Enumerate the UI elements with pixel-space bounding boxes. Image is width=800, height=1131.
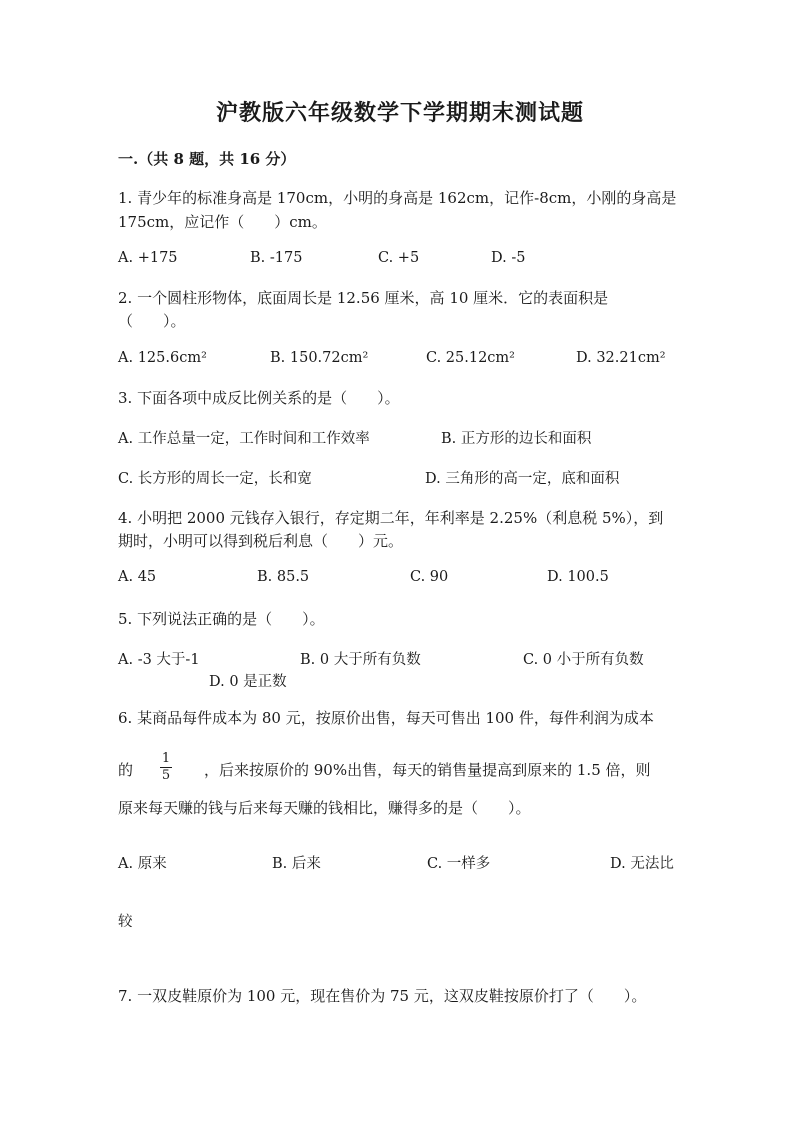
question-6-line-2-end: ，后来按原价的 90%出售，每天的销售量提高到原来的 1.5 倍，则 [204, 761, 651, 779]
question-6-line-1: 6. 某商品每件成本为 80 元，按原价出售，每天可售出 100 件，每件利润为成本 [118, 709, 654, 727]
question-4-line-2: 期时，小明可以得到税后利息（ ）元。 [118, 532, 404, 550]
question-2-option-b: B. 150.72cm² [270, 350, 369, 366]
question-1-line-2: 175cm，应记作（ ）cm。 [118, 213, 327, 231]
question-4-option-c: C. 90 [410, 569, 449, 585]
question-3-option-d: D. 三角形的高一定，底和面积 [425, 471, 620, 487]
question-4-option-d: D. 100.5 [547, 569, 609, 585]
question-1-option-d: D. -5 [491, 250, 526, 266]
question-4-option-a: A. 45 [118, 569, 157, 585]
question-2-option-c: C. 25.12cm² [426, 350, 515, 366]
question-5-option-c: C. 0 小于所有负数 [523, 652, 644, 668]
question-3-option-b: B. 正方形的边长和面积 [441, 431, 592, 447]
question-3-line-1: 3. 下面各项中成反比例关系的是（ ）。 [118, 389, 400, 407]
fraction-denominator: 5 [161, 768, 171, 783]
page-title: 沪教版六年级数学下学期期末测试题 [215, 100, 584, 126]
question-4-option-b: B. 85.5 [257, 569, 310, 585]
question-6-option-c: C. 一样多 [427, 856, 491, 872]
question-4-line-1: 4. 小明把 2000 元钱存入银行，存定期二年，年利率是 2.25%（利息税 5%），到 [118, 509, 664, 527]
question-6-option-d: D. 无法比 [610, 856, 674, 872]
question-5-option-d: D. 0 是正数 [209, 674, 287, 690]
question-6-option-a: A. 原来 [118, 856, 167, 872]
question-7-line-1: 7. 一双皮鞋原价为 100 元，现在售价为 75 元，这双皮鞋按原价打了（ ）。 [118, 987, 647, 1005]
question-2-option-a: A. 125.6cm² [118, 350, 207, 366]
question-6-line-2-start: 的 [118, 761, 134, 779]
question-5-option-a: A. -3 大于-1 [118, 652, 200, 668]
section-heading: 一.（共 8 题，共 16 分） [118, 150, 296, 168]
question-5-option-b: B. 0 大于所有负数 [300, 652, 421, 668]
question-2-option-d: D. 32.21cm² [576, 350, 666, 366]
question-6-line-3: 原来每天赚的钱与后来每天赚的钱相比，赚得多的是（ ）。 [118, 799, 531, 817]
fraction-one-fifth [160, 752, 172, 783]
question-6-option-d-wrap: 较 [118, 914, 133, 930]
question-6-option-b: B. 后来 [272, 856, 321, 872]
question-2-line-2: （ ）。 [118, 312, 186, 330]
question-1-option-b: B. -175 [250, 250, 303, 266]
question-1-option-a: A. +175 [118, 250, 178, 266]
question-3-option-c: C. 长方形的周长一定，长和宽 [118, 471, 312, 487]
question-2-line-1: 2. 一个圆柱形物体，底面周长是 12.56 厘米，高 10 厘米．它的表面积是 [118, 289, 609, 307]
question-1-option-c: C. +5 [378, 250, 420, 266]
question-3-option-a: A. 工作总量一定，工作时间和工作效率 [118, 431, 370, 447]
fraction-numerator: 1 [161, 751, 171, 766]
question-5-line-1: 5. 下列说法正确的是（ ）。 [118, 610, 325, 628]
question-1-line-1: 1. 青少年的标准身高是 170cm，小明的身高是 162cm，记作-8cm，小刚的身高是 [118, 189, 677, 207]
